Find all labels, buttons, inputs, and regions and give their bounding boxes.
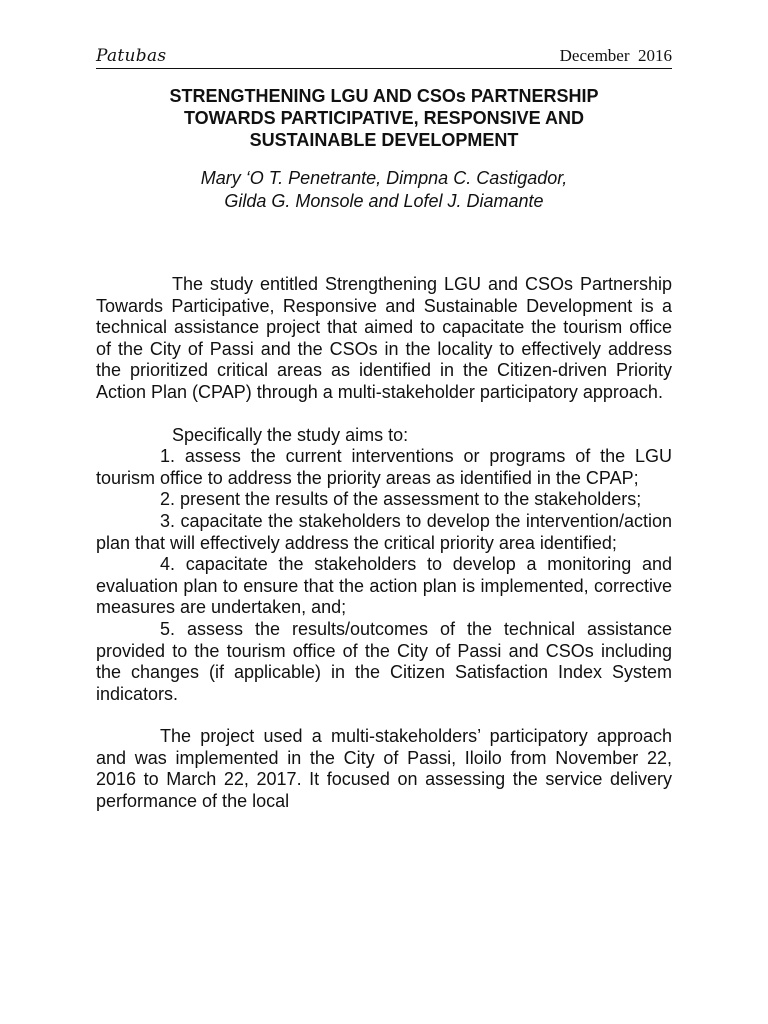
objective-item-4: 4. capacitate the stakeholders to develop a monitoring and evaluation plan to ensure that the action plan is implemented, corrective measures are undertaken, and; — [96, 554, 672, 618]
running-header — [96, 44, 672, 69]
objective-item-1: 1. assess the current interventions or programs of the LGU tourism office to address the priority areas as identified in the CPAP; — [96, 446, 672, 488]
paper-title — [96, 85, 672, 151]
body-paragraph-3: The project used a multi-stakeholders’ participatory approach and was implemented in the City of Passi, Iloilo from November 22, 2016 to March 22, 2017. It focused on assessing the service delivery performance of the local — [96, 726, 672, 812]
objectives-intro: Specifically the study aims to: — [172, 424, 409, 445]
objective-item-3: 3. capacitate the stakeholders to develop the intervention/action plan that will effectively address the critical priority area identified; — [96, 510, 672, 553]
objective-item-2: 2. present the results of the assessment to the stakeholders; — [160, 489, 642, 510]
paper-page — [96, 44, 672, 813]
author-line-2: Gilda G. Monsole and Lofel J. Diamante — [224, 191, 544, 211]
objective-item-5: 5. assess the results/outcomes of the technical assistance provided to the tourism office of the City of Passi and CSOs including the changes (if applicable) in the Citizen Satisfaction Index System indicators. — [96, 618, 672, 704]
title-line-2: TOWARDS PARTICIPATIVE, RESPONSIVE AND — [183, 108, 585, 128]
body-paragraph-1: The study entitled Strengthening LGU and CSOs Partnership Towards Participative, Responsive and Sustainable Development is a technical assistance project that aimed to capacitate the tourism office of the City of Passi and the CSOs in the locality to effectively address the prioritized critical areas as identified in the Citizen-driven Priority Action Plan (CPAP) through a multi-stakeholder participatory approach. — [96, 274, 672, 402]
title-line-1: STRENGTHENING LGU AND CSOs PARTNERSHIP — [169, 86, 599, 106]
journal-name: Patubas — [96, 46, 167, 66]
issue-date: December 2016 — [559, 46, 672, 65]
author-list — [96, 167, 672, 213]
title-line-3: SUSTAINABLE DEVELOPMENT — [249, 130, 519, 150]
abstract-body — [96, 274, 672, 813]
author-line-1: Mary ‘O T. Penetrante, Dimpna C. Castigador, — [200, 168, 568, 188]
